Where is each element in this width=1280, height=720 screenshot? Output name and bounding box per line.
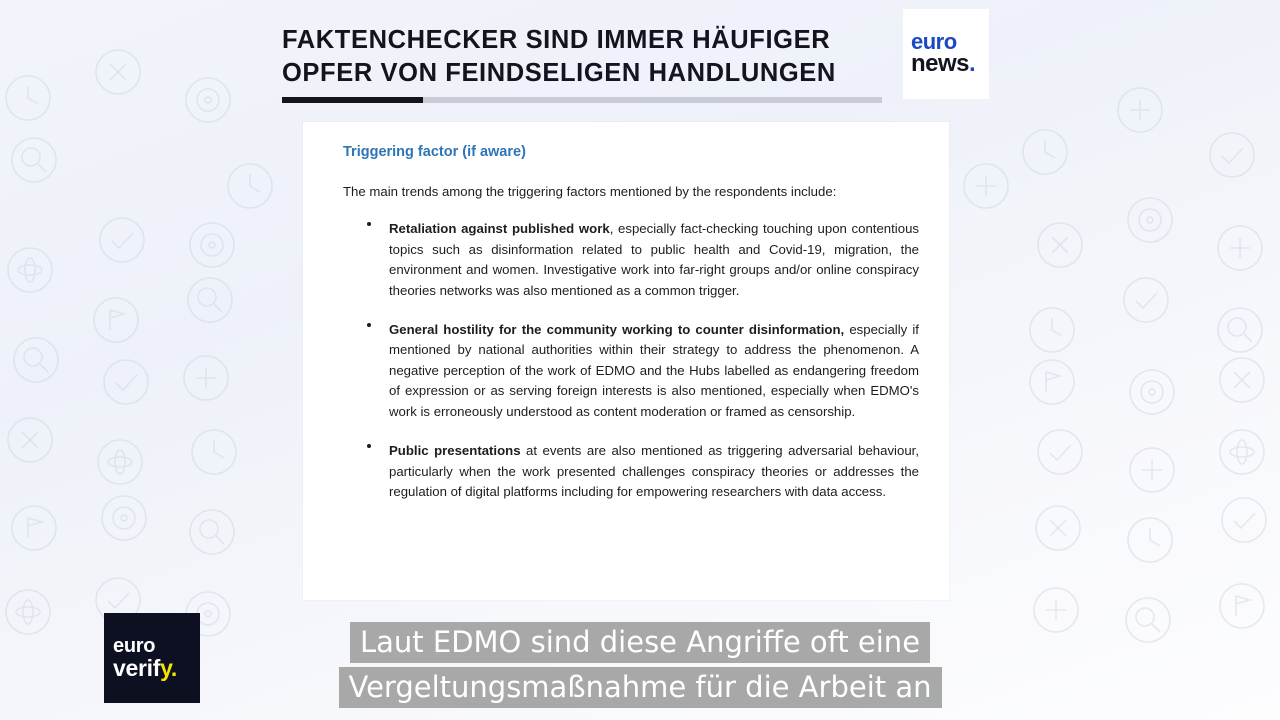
list-item-text: , especially fact-checking touching upon contentious topics such as disinformation related to public health and Covid-19, migration, the environment and women. Investigative work into far-right groups and/or online conspiracy theories networks was also mentioned as a common trigger. [389,221,919,298]
list-item-text: at events are also mentioned as triggering adversarial behaviour, particularly when the work presented challenges conspiracy theories or addresses the regulation of digital platforms including for empowering researchers with data access. [389,443,919,500]
headline-line-2: OPFER VON FEINDSELIGEN HANDLUNGEN [282,58,836,87]
euroverify-logo-word: verif [113,654,161,681]
headline-line-1: FAKTENCHECKER SIND IMMER HÄUFIGER [282,26,831,54]
euroverify-logo-accent: y. [160,654,177,681]
document-heading: Triggering factor (if aware) [343,144,526,160]
document-intro: The main trends among the triggering factors mentioned by the respondents include: [343,184,837,199]
list-item-text: especially if mentioned by national authorities within their strategy to address the phenomenon. A negative perception of the work of EDMO and the Hubs labelled as endangering freedom of expression or as serving foreign interests is also mentioned, especially when EDMO's work is erroneously understood as content moderation or framed as censorship. [389,321,919,419]
list-item-lead: Retaliation against published work [389,221,610,237]
euronews-logo-line-1: euro [911,29,957,55]
list-item [343,219,919,301]
bullet-point-icon [367,444,371,448]
euronews-logo-line-2 [911,50,989,78]
euronews-logo-word: news [911,50,970,78]
list-item [343,320,919,422]
bullet-point-icon [367,323,371,327]
headline [282,24,882,103]
subtitle-line-2: Vergeltungsmaßnahme für die Arbeit an [339,667,942,708]
bullet-point-icon [367,222,371,226]
document-body [303,122,949,503]
document-bullet-list [343,219,919,502]
euronews-logo [903,9,989,99]
list-item-lead: General hostility for the community working to counter disinformation, [389,321,845,337]
document-screenshot [303,122,949,600]
euroverify-logo-line-1: euro [113,634,156,657]
subtitle-block [0,622,1280,708]
list-item [343,441,919,502]
euronews-logo-dot: . [969,50,976,78]
list-item-lead: Public presentations [389,443,521,459]
headline-underline [282,97,882,103]
subtitle-line-1: Laut EDMO sind diese Angriffe oft eine [350,622,930,663]
